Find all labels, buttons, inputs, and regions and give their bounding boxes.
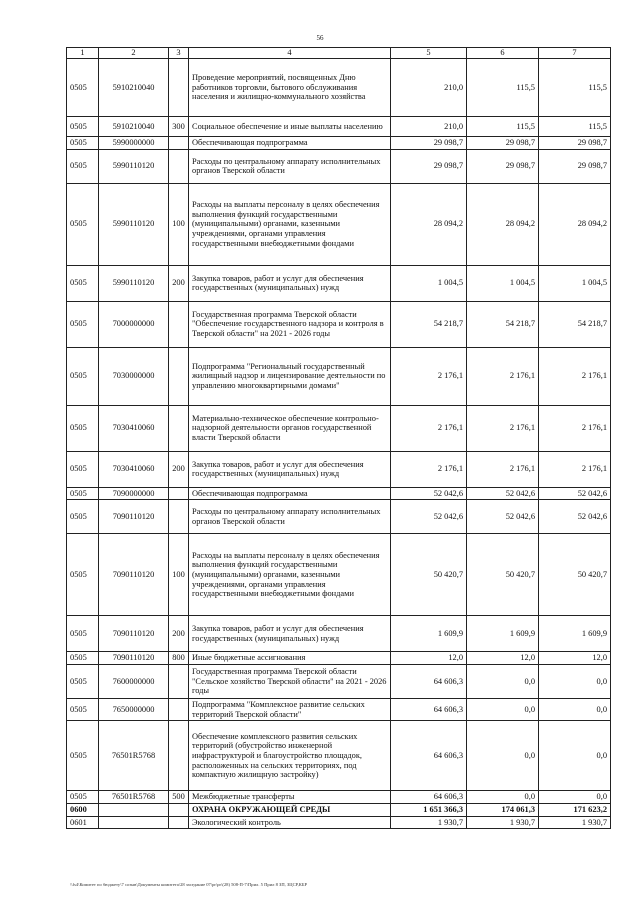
table-row [67,721,611,791]
expense-type-code-cell: 800 [169,652,189,665]
section-code-cell: 0505 [67,451,99,487]
table-row [67,451,611,487]
section-code-cell: 0505 [67,405,99,451]
amount-col6-cell: 0,0 [467,698,539,720]
item-name-cell: Подпрограмма "Региональный государственный жилищный надзор и лицензирование деятельности по управлению многоквартирными домами" [189,347,391,405]
table-row [67,183,611,265]
amount-col7-cell: 2 176,1 [539,347,611,405]
section-code-cell: 0505 [67,149,99,183]
target-article-code-cell: 7090110120 [99,500,169,534]
table-row [67,117,611,137]
section-code-cell: 0600 [67,803,99,816]
expense-type-code-cell [169,803,189,816]
expense-type-code-cell [169,721,189,791]
section-code-cell: 0505 [67,59,99,117]
target-article-code-cell: 7000000000 [99,301,169,347]
expense-type-code-cell [169,487,189,500]
column-header: 2 [99,48,169,59]
column-header: 1 [67,48,99,59]
amount-col5-cell: 1 004,5 [391,265,467,301]
expense-type-code-cell [169,301,189,347]
amount-col6-cell: 115,5 [467,59,539,117]
item-name-cell: Расходы по центральному аппарату исполнительных органов Тверской области [189,500,391,534]
amount-col7-cell: 1 004,5 [539,265,611,301]
target-article-code-cell: 7030410060 [99,405,169,451]
amount-col6-cell: 12,0 [467,652,539,665]
amount-col5-cell: 210,0 [391,59,467,117]
item-name-cell: Подпрограмма "Комплексное развитие сельских территорий Тверской области" [189,698,391,720]
item-name-cell: Расходы на выплаты персоналу в целях обеспечения выполнения функций государственными (муниципальными) органами, казенными учреждениями, органами управления государственными внебюджетными фондами [189,534,391,616]
amount-col6-cell: 1 004,5 [467,265,539,301]
table-row [67,265,611,301]
target-article-code-cell: 5990110120 [99,265,169,301]
item-name-cell: Обеспечивающая подпрограмма [189,137,391,150]
column-header: 7 [539,48,611,59]
expense-type-code-cell: 500 [169,791,189,804]
item-name-cell: Расходы по центральному аппарату исполнительных органов Тверской области [189,149,391,183]
section-code-cell: 0505 [67,721,99,791]
item-name-cell: Материально-техническое обеспечение контрольно-надзорной деятельности органов государственной власти Тверской области [189,405,391,451]
section-code-cell: 0505 [67,698,99,720]
amount-col6-cell: 50 420,7 [467,534,539,616]
amount-col6-cell: 174 061,3 [467,803,539,816]
amount-col7-cell: 115,5 [539,59,611,117]
table-row [67,137,611,150]
amount-col5-cell: 52 042,6 [391,500,467,534]
amount-col5-cell: 52 042,6 [391,487,467,500]
expense-type-code-cell [169,500,189,534]
section-code-cell: 0505 [67,616,99,652]
amount-col5-cell: 1 930,7 [391,816,467,829]
section-code-cell: 0505 [67,301,99,347]
target-article-code-cell [99,803,169,816]
expense-type-code-cell [169,59,189,117]
item-name-cell: Обеспечение комплексного развития сельских территорий (обустройство инженерной инфраструктурой и благоустройство площадок, расположенных на сельских территориях, под компактную жилищную застройку) [189,721,391,791]
target-article-code-cell: 76501R5768 [99,721,169,791]
amount-col7-cell: 115,5 [539,117,611,137]
table-row [67,616,611,652]
table-row [67,405,611,451]
expense-type-code-cell: 200 [169,616,189,652]
table-row [67,664,611,698]
amount-col7-cell: 2 176,1 [539,451,611,487]
amount-col5-cell: 1 609,9 [391,616,467,652]
table-row [67,698,611,720]
target-article-code-cell: 7090110120 [99,652,169,665]
document-file-path: \\fs4\Комитет по бюджету\7 созыв\Документы комитета\28 заседание 07\pr\pr\(28) 508-П-7\Прил. 5 Прил 8 ЗП, ЗЦСР,КБР [70,882,308,887]
amount-col7-cell: 50 420,7 [539,534,611,616]
section-code-cell: 0505 [67,265,99,301]
amount-col5-cell: 64 606,3 [391,721,467,791]
item-name-cell: Социальное обеспечение и иные выплаты населению [189,117,391,137]
amount-col5-cell: 64 606,3 [391,664,467,698]
amount-col6-cell: 0,0 [467,664,539,698]
amount-col7-cell: 0,0 [539,664,611,698]
amount-col7-cell: 54 218,7 [539,301,611,347]
expense-type-code-cell: 100 [169,534,189,616]
amount-col6-cell: 0,0 [467,791,539,804]
table-row [67,803,611,816]
amount-col6-cell: 28 094,2 [467,183,539,265]
amount-col7-cell: 0,0 [539,791,611,804]
amount-col6-cell: 52 042,6 [467,487,539,500]
amount-col6-cell: 29 098,7 [467,149,539,183]
section-code-cell: 0505 [67,791,99,804]
item-name-cell: Обеспечивающая подпрограмма [189,487,391,500]
target-article-code-cell: 5910210040 [99,117,169,137]
column-header: 4 [189,48,391,59]
amount-col5-cell: 12,0 [391,652,467,665]
expense-type-code-cell [169,698,189,720]
column-header: 3 [169,48,189,59]
amount-col5-cell: 2 176,1 [391,451,467,487]
item-name-cell: Иные бюджетные ассигнования [189,652,391,665]
amount-col5-cell: 54 218,7 [391,301,467,347]
expense-type-code-cell: 300 [169,117,189,137]
amount-col7-cell: 1 930,7 [539,816,611,829]
table-row [67,347,611,405]
amount-col5-cell: 64 606,3 [391,791,467,804]
item-name-cell: Государственная программа Тверской области "Сельское хозяйство Тверской области" на 2021 - 2026 годы [189,664,391,698]
item-name-cell: Экологический контроль [189,816,391,829]
amount-col5-cell: 50 420,7 [391,534,467,616]
target-article-code-cell: 7600000000 [99,664,169,698]
target-article-code-cell: 7030410060 [99,451,169,487]
amount-col5-cell: 29 098,7 [391,149,467,183]
amount-col7-cell: 28 094,2 [539,183,611,265]
section-code-cell: 0601 [67,816,99,829]
amount-col6-cell: 2 176,1 [467,347,539,405]
column-header: 5 [391,48,467,59]
target-article-code-cell: 7090110120 [99,534,169,616]
expense-type-code-cell [169,664,189,698]
amount-col7-cell: 12,0 [539,652,611,665]
amount-col6-cell: 2 176,1 [467,451,539,487]
section-code-cell: 0505 [67,652,99,665]
item-name-cell: Закупка товаров, работ и услуг для обеспечения государственных (муниципальных) нужд [189,616,391,652]
expense-type-code-cell [169,149,189,183]
table-row [67,534,611,616]
item-name-cell: ОХРАНА ОКРУЖАЮЩЕЙ СРЕДЫ [189,803,391,816]
table-row [67,149,611,183]
amount-col6-cell: 1 609,9 [467,616,539,652]
section-code-cell: 0505 [67,664,99,698]
item-name-cell: Проведение мероприятий, посвященных Дню работников торговли, бытового обслуживания населения и жилищно-коммунального хозяйства [189,59,391,117]
expense-type-code-cell [169,347,189,405]
page-number: 56 [316,34,324,42]
table-row [67,500,611,534]
target-article-code-cell: 7650000000 [99,698,169,720]
expense-type-code-cell [169,405,189,451]
amount-col5-cell: 29 098,7 [391,137,467,150]
item-name-cell: Расходы на выплаты персоналу в целях обеспечения выполнения функций государственными (муниципальными) органами, казенными учреждениями, органами управления государственными внебюджетными фондами [189,183,391,265]
amount-col6-cell: 29 098,7 [467,137,539,150]
item-name-cell: Государственная программа Тверской области "Обеспечение государственного надзора и контроля в Тверской области" на 2021 - 2026 годы [189,301,391,347]
expense-type-code-cell: 200 [169,451,189,487]
section-code-cell: 0505 [67,500,99,534]
amount-col7-cell: 0,0 [539,721,611,791]
target-article-code-cell: 5910210040 [99,59,169,117]
target-article-code-cell: 7030000000 [99,347,169,405]
section-code-cell: 0505 [67,487,99,500]
amount-col7-cell: 52 042,6 [539,487,611,500]
amount-col7-cell: 1 609,9 [539,616,611,652]
expense-type-code-cell [169,816,189,829]
amount-col5-cell: 2 176,1 [391,347,467,405]
column-header: 6 [467,48,539,59]
item-name-cell: Межбюджетные трансферты [189,791,391,804]
item-name-cell: Закупка товаров, работ и услуг для обеспечения государственных (муниципальных) нужд [189,451,391,487]
amount-col5-cell: 1 651 366,3 [391,803,467,816]
budget-table [66,47,611,829]
amount-col5-cell: 210,0 [391,117,467,137]
target-article-code-cell: 7090110120 [99,616,169,652]
amount-col6-cell: 54 218,7 [467,301,539,347]
expense-type-code-cell [169,137,189,150]
target-article-code-cell: 5990110120 [99,183,169,265]
amount-col6-cell: 52 042,6 [467,500,539,534]
table-row [67,791,611,804]
amount-col7-cell: 0,0 [539,698,611,720]
amount-col5-cell: 64 606,3 [391,698,467,720]
item-name-cell: Закупка товаров, работ и услуг для обеспечения государственных (муниципальных) нужд [189,265,391,301]
amount-col6-cell: 115,5 [467,117,539,137]
amount-col7-cell: 171 623,2 [539,803,611,816]
target-article-code-cell: 76501R5768 [99,791,169,804]
section-code-cell: 0505 [67,137,99,150]
amount-col7-cell: 29 098,7 [539,149,611,183]
target-article-code-cell [99,816,169,829]
amount-col5-cell: 2 176,1 [391,405,467,451]
section-code-cell: 0505 [67,534,99,616]
target-article-code-cell: 5990000000 [99,137,169,150]
table-row [67,59,611,117]
table-row [67,487,611,500]
amount-col7-cell: 29 098,7 [539,137,611,150]
section-code-cell: 0505 [67,347,99,405]
column-number-header [67,48,611,59]
amount-col6-cell: 0,0 [467,721,539,791]
table-row [67,652,611,665]
section-code-cell: 0505 [67,117,99,137]
amount-col6-cell: 2 176,1 [467,405,539,451]
table-row [67,816,611,829]
expense-type-code-cell: 200 [169,265,189,301]
target-article-code-cell: 7090000000 [99,487,169,500]
amount-col7-cell: 52 042,6 [539,500,611,534]
target-article-code-cell: 5990110120 [99,149,169,183]
amount-col5-cell: 28 094,2 [391,183,467,265]
amount-col6-cell: 1 930,7 [467,816,539,829]
section-code-cell: 0505 [67,183,99,265]
expense-type-code-cell: 100 [169,183,189,265]
table-row [67,301,611,347]
amount-col7-cell: 2 176,1 [539,405,611,451]
